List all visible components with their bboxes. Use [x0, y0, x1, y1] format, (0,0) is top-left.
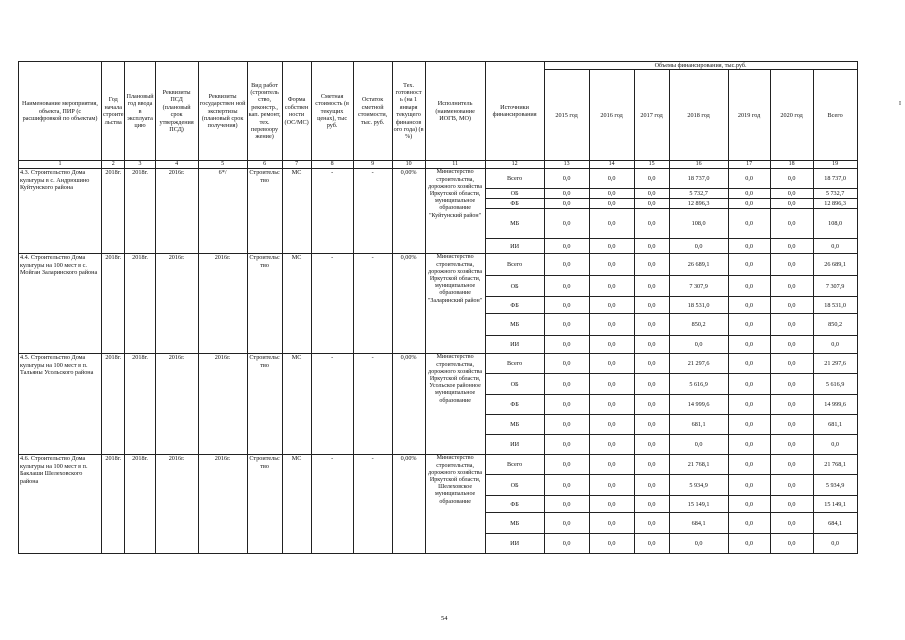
funding-value: 0,0 [728, 455, 770, 475]
funding-value: 0,0 [770, 513, 813, 534]
object-year-start: 2018г. [102, 455, 125, 554]
object-planned-year: 2018г. [125, 169, 155, 254]
object-year-start: 2018г. [102, 354, 125, 455]
funding-value: 0,0 [589, 189, 634, 199]
funding-value: 0,0 [589, 297, 634, 314]
table-row [19, 254, 858, 276]
funding-value: 0,0 [544, 513, 589, 534]
funding-value: 0,0 [589, 455, 634, 475]
funding-value: 26 689,1 [669, 254, 728, 276]
funding-source: ОБ [485, 276, 544, 297]
funding-value: 0,0 [728, 354, 770, 374]
column-number: 7 [282, 161, 311, 169]
funding-value: 5 934,9 [813, 475, 857, 496]
column-number: 12 [485, 161, 544, 169]
funding-value: 108,0 [669, 209, 728, 239]
object-ownership: МС [282, 354, 311, 455]
object-work-type: Строительс тво [247, 455, 282, 554]
funding-source: МБ [485, 415, 544, 435]
funding-value: 0,0 [589, 513, 634, 534]
funding-value: 0,0 [589, 374, 634, 395]
object-name: 4.4. Строительство Дома культуры на 100 мест в с. Мойган Заларинского района [19, 254, 102, 354]
funding-value: 18 737,0 [813, 169, 857, 189]
funding-value: 0,0 [728, 276, 770, 297]
funding-value: 18 531,0 [669, 297, 728, 314]
header-expertise: Реквизиты государствен ной экспертизы (плановый срок получения) [198, 62, 247, 161]
column-number: 14 [589, 161, 634, 169]
header-readiness: Тех. готовност ь (на 1 января текущего финансов ого года) (в %) [392, 62, 425, 161]
object-name: 4.5. Строительство Дома культуры на 100 мест в п. Тальяны Усольского района [19, 354, 102, 455]
column-number: 5 [198, 161, 247, 169]
funding-value: 0,0 [770, 336, 813, 354]
funding-source: МБ [485, 513, 544, 534]
object-expertise: 2016г. [198, 354, 247, 455]
funding-value: 850,2 [813, 314, 857, 336]
funding-value: 0,0 [669, 534, 728, 554]
header-year-2016: 2016 год [589, 70, 634, 161]
column-number: 18 [770, 161, 813, 169]
funding-source: ИИ [485, 239, 544, 254]
funding-value: 14 999,6 [669, 395, 728, 415]
funding-value: 0,0 [728, 169, 770, 189]
object-executor: Министерство строительства, дорожного хозяйства Иркутской области, муниципальное образование "Куйтунский район" [425, 169, 485, 254]
funding-source: ФБ [485, 395, 544, 415]
funding-value: 0,0 [728, 209, 770, 239]
financing-table [18, 61, 858, 554]
funding-value: 0,0 [770, 314, 813, 336]
funding-value: 0,0 [589, 314, 634, 336]
funding-source: Всего [485, 455, 544, 475]
funding-value: 684,1 [669, 513, 728, 534]
object-remainder: - [353, 169, 392, 254]
object-estimate: - [311, 254, 353, 354]
column-number: 3 [125, 161, 155, 169]
funding-value: 0,0 [589, 199, 634, 209]
object-remainder: - [353, 455, 392, 554]
funding-value: 0,0 [634, 314, 669, 336]
funding-value: 0,0 [589, 239, 634, 254]
object-expertise: 2016г. [198, 455, 247, 554]
object-planned-year: 2018г. [125, 254, 155, 354]
funding-value: 0,0 [589, 276, 634, 297]
funding-value: 850,2 [669, 314, 728, 336]
table-row [19, 455, 858, 475]
funding-value: 0,0 [589, 254, 634, 276]
funding-value: 0,0 [589, 336, 634, 354]
funding-source: ОБ [485, 475, 544, 496]
funding-value: 681,1 [669, 415, 728, 435]
funding-value: 0,0 [728, 534, 770, 554]
funding-value: 0,0 [634, 336, 669, 354]
funding-value: 0,0 [770, 475, 813, 496]
funding-source: МБ [485, 209, 544, 239]
funding-value: 5 732,7 [813, 189, 857, 199]
funding-value: 0,0 [544, 415, 589, 435]
funding-value: 0,0 [544, 254, 589, 276]
funding-value: 5 616,9 [669, 374, 728, 395]
column-number: 19 [813, 161, 857, 169]
funding-source: ОБ [485, 189, 544, 199]
funding-value: 0,0 [634, 455, 669, 475]
funding-value: 0,0 [634, 475, 669, 496]
funding-value: 0,0 [589, 395, 634, 415]
funding-value: 0,0 [544, 395, 589, 415]
column-number: 9 [353, 161, 392, 169]
funding-value: 0,0 [728, 314, 770, 336]
funding-value: 0,0 [589, 354, 634, 374]
funding-value: 0,0 [634, 297, 669, 314]
funding-value: 0,0 [634, 199, 669, 209]
object-year-start: 2018г. [102, 169, 125, 254]
funding-value: 0,0 [770, 415, 813, 435]
funding-value: 0,0 [770, 297, 813, 314]
object-readiness: 0,00% [392, 254, 425, 354]
funding-value: 0,0 [634, 496, 669, 513]
funding-value: 0,0 [589, 496, 634, 513]
funding-value: 0,0 [544, 169, 589, 189]
column-number: 13 [544, 161, 589, 169]
funding-source: ИИ [485, 435, 544, 455]
object-psd: 2016г. [155, 169, 198, 254]
funding-value: 21 297,6 [813, 354, 857, 374]
object-work-type: Строительс тво [247, 354, 282, 455]
header-year-start: Год начала строите льства [102, 62, 125, 161]
funding-value: 0,0 [728, 254, 770, 276]
funding-source: Всего [485, 354, 544, 374]
object-work-type: Строительс тво [247, 169, 282, 254]
funding-value: 0,0 [770, 199, 813, 209]
funding-source: Всего [485, 169, 544, 189]
funding-value: 0,0 [770, 534, 813, 554]
funding-value: 0,0 [634, 189, 669, 199]
header-ownership: Форма собствен ности (ОС/МС) [282, 62, 311, 161]
margin-mark: I [899, 101, 901, 107]
header-year-2018: 2018 год [669, 70, 728, 161]
header-executor: Исполнитель (наименование ИОГВ, МО) [425, 62, 485, 161]
funding-source: ИИ [485, 534, 544, 554]
funding-value: 0,0 [544, 189, 589, 199]
funding-value: 0,0 [634, 534, 669, 554]
funding-value: 0,0 [728, 297, 770, 314]
funding-value: 0,0 [770, 276, 813, 297]
object-year-start: 2018г. [102, 254, 125, 354]
funding-source: ФБ [485, 199, 544, 209]
funding-value: 0,0 [544, 336, 589, 354]
object-ownership: МС [282, 254, 311, 354]
funding-value: 0,0 [634, 276, 669, 297]
funding-value: 0,0 [544, 314, 589, 336]
object-readiness: 0,00% [392, 354, 425, 455]
funding-value: 0,0 [634, 374, 669, 395]
object-estimate: - [311, 169, 353, 254]
funding-value: 0,0 [634, 395, 669, 415]
header-remainder: Остаток сметной стоимости, тыс. руб. [353, 62, 392, 161]
funding-source: ФБ [485, 297, 544, 314]
funding-value: 0,0 [589, 534, 634, 554]
funding-source: МБ [485, 314, 544, 336]
funding-value: 18 531,0 [813, 297, 857, 314]
funding-source: ФБ [485, 496, 544, 513]
header-sources: Источники финансирования [485, 62, 544, 161]
funding-value: 0,0 [770, 254, 813, 276]
funding-value: 0,0 [669, 435, 728, 455]
funding-value: 21 768,1 [669, 455, 728, 475]
funding-value: 0,0 [728, 513, 770, 534]
column-number: 8 [311, 161, 353, 169]
funding-value: 0,0 [813, 336, 857, 354]
funding-value: 0,0 [544, 374, 589, 395]
funding-value: 5 934,9 [669, 475, 728, 496]
object-name: 4.6. Строительство Дома культуры на 100 мест в п. Баклаши Шелеховского района [19, 455, 102, 554]
funding-value: 0,0 [770, 374, 813, 395]
object-planned-year: 2018г. [125, 354, 155, 455]
funding-value: 15 149,1 [813, 496, 857, 513]
funding-value: 681,1 [813, 415, 857, 435]
object-psd: 2016г. [155, 254, 198, 354]
funding-value: 0,0 [544, 239, 589, 254]
object-work-type: Строительс тво [247, 254, 282, 354]
funding-value: 0,0 [544, 209, 589, 239]
column-number-row [19, 161, 858, 169]
funding-value: 0,0 [544, 276, 589, 297]
object-remainder: - [353, 354, 392, 455]
page-number: 54 [441, 615, 448, 622]
column-number: 15 [634, 161, 669, 169]
object-readiness: 0,00% [392, 455, 425, 554]
funding-value: 0,0 [634, 254, 669, 276]
funding-value: 21 297,6 [669, 354, 728, 374]
funding-value: 0,0 [544, 199, 589, 209]
header-total: Всего [813, 70, 857, 161]
funding-value: 0,0 [589, 169, 634, 189]
funding-value: 0,0 [589, 475, 634, 496]
table-row [19, 354, 858, 374]
funding-value: 0,0 [634, 169, 669, 189]
funding-value: 0,0 [589, 415, 634, 435]
funding-value: 0,0 [728, 374, 770, 395]
object-readiness: 0,00% [392, 169, 425, 254]
object-expertise: 6*/ [198, 169, 247, 254]
funding-value: 21 768,1 [813, 455, 857, 475]
funding-value: 7 307,9 [813, 276, 857, 297]
funding-value: 0,0 [544, 475, 589, 496]
object-psd: 2016г. [155, 354, 198, 455]
funding-value: 0,0 [544, 534, 589, 554]
funding-value: 0,0 [728, 239, 770, 254]
funding-value: 0,0 [770, 169, 813, 189]
header-volumes: Объемы финансирования, тыс.руб. [544, 62, 857, 70]
funding-value: 12 896,3 [669, 199, 728, 209]
column-number: 2 [102, 161, 125, 169]
table-row [19, 169, 858, 189]
funding-value: 0,0 [544, 297, 589, 314]
header-estimate: Сметная стоимость (в текущих ценах), тыс руб. [311, 62, 353, 161]
funding-source: ОБ [485, 374, 544, 395]
funding-value: 5 732,7 [669, 189, 728, 199]
header-year-2019: 2019 год [728, 70, 770, 161]
funding-value: 0,0 [634, 354, 669, 374]
funding-value: 684,1 [813, 513, 857, 534]
funding-source: Всего [485, 254, 544, 276]
header-planned-year: Плановый год ввода в эксплуата цию [125, 62, 155, 161]
funding-value: 0,0 [813, 435, 857, 455]
funding-value: 0,0 [770, 496, 813, 513]
funding-value: 0,0 [813, 534, 857, 554]
column-number: 10 [392, 161, 425, 169]
funding-value: 0,0 [728, 475, 770, 496]
object-remainder: - [353, 254, 392, 354]
funding-value: 7 307,9 [669, 276, 728, 297]
funding-value: 0,0 [669, 239, 728, 254]
funding-value: 0,0 [634, 513, 669, 534]
funding-value: 14 999,6 [813, 395, 857, 415]
object-executor: Министерство строительства, дорожного хозяйства Иркутской области, муниципальное образование "Заларинский район" [425, 254, 485, 354]
object-executor: Министерство строительства, дорожного хозяйства Иркутской области, Шелеховское муниципальное образование [425, 455, 485, 554]
funding-value: 108,0 [813, 209, 857, 239]
funding-value: 0,0 [728, 336, 770, 354]
funding-value: 0,0 [770, 354, 813, 374]
funding-value: 0,0 [544, 496, 589, 513]
header-psd: Реквизиты ПСД (плановый срок утверждения ПСД) [155, 62, 198, 161]
funding-value: 5 616,9 [813, 374, 857, 395]
funding-value: 0,0 [544, 435, 589, 455]
funding-value: 0,0 [728, 435, 770, 455]
funding-value: 0,0 [634, 435, 669, 455]
object-ownership: МС [282, 455, 311, 554]
funding-value: 12 896,3 [813, 199, 857, 209]
funding-value: 0,0 [728, 415, 770, 435]
column-number: 16 [669, 161, 728, 169]
header-year-2020: 2020 год [770, 70, 813, 161]
column-number: 11 [425, 161, 485, 169]
funding-value: 0,0 [728, 496, 770, 513]
object-executor: Министерство строительства, дорожного хозяйства Иркутской области, Усольское районное муниципальное образование [425, 354, 485, 455]
funding-value: 0,0 [770, 239, 813, 254]
funding-value: 0,0 [770, 395, 813, 415]
object-name: 4.3. Строительство Дома культуры в с. Андрюшино Куйтунского района [19, 169, 102, 254]
funding-value: 18 737,0 [669, 169, 728, 189]
column-number: 1 [19, 161, 102, 169]
object-estimate: - [311, 455, 353, 554]
funding-value: 26 689,1 [813, 254, 857, 276]
funding-value: 0,0 [634, 415, 669, 435]
object-expertise: 2016г. [198, 254, 247, 354]
funding-value: 0,0 [544, 354, 589, 374]
object-planned-year: 2018г. [125, 455, 155, 554]
column-number: 4 [155, 161, 198, 169]
funding-value: 0,0 [770, 189, 813, 199]
column-number: 17 [728, 161, 770, 169]
funding-value: 0,0 [728, 199, 770, 209]
header-year-2017: 2017 год [634, 70, 669, 161]
header-work-type: Вид работ (строитель ство, реконстр., кап. ремонт, тех. перевоору жение) [247, 62, 282, 161]
funding-value: 0,0 [813, 239, 857, 254]
funding-value: 0,0 [634, 239, 669, 254]
funding-value: 15 149,1 [669, 496, 728, 513]
object-psd: 2016г. [155, 455, 198, 554]
funding-value: 0,0 [770, 435, 813, 455]
funding-value: 0,0 [770, 455, 813, 475]
funding-value: 0,0 [728, 395, 770, 415]
funding-value: 0,0 [728, 189, 770, 199]
funding-value: 0,0 [634, 209, 669, 239]
object-ownership: МС [282, 169, 311, 254]
funding-value: 0,0 [770, 209, 813, 239]
object-estimate: - [311, 354, 353, 455]
header-year-2015: 2015 год [544, 70, 589, 161]
column-number: 6 [247, 161, 282, 169]
funding-value: 0,0 [669, 336, 728, 354]
funding-value: 0,0 [544, 455, 589, 475]
funding-value: 0,0 [589, 435, 634, 455]
funding-source: ИИ [485, 336, 544, 354]
funding-value: 0,0 [589, 209, 634, 239]
header-name: Наименование мероприятия, объекта, ПИР (с расшифровкой по объектам) [19, 62, 102, 161]
